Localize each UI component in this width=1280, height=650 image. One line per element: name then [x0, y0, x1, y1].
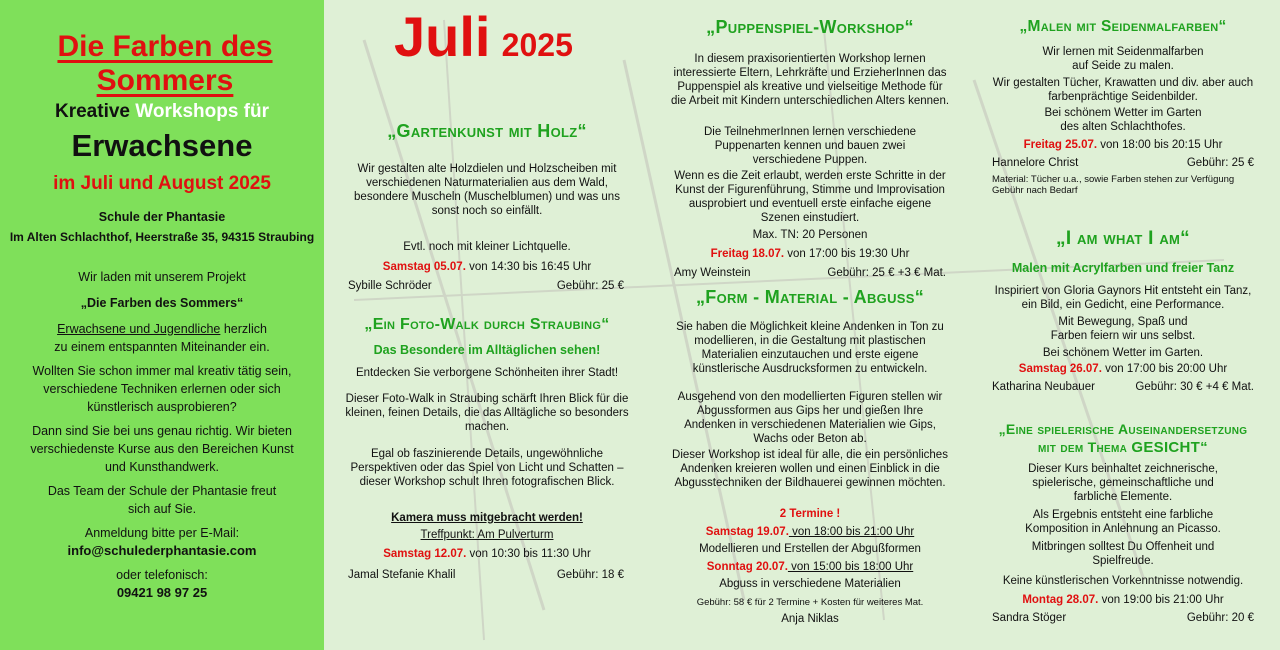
workshop-3-date: [670, 247, 950, 261]
workshop-4-termine: 2 Termine !: [779, 508, 841, 520]
workshop-2-date: [344, 547, 630, 561]
schule-name: Schule der Phantasie: [98, 210, 226, 224]
workshop-5-text: Wir gestalten Tücher, Krawatten und div. aber auch farbenprächtige Seidenbilder.: [992, 77, 1254, 103]
workshop-3-text: Die TeilnehmerInnen lernen verschiedene Puppenarten kennen und bauen zwei verschiedene Puppen.: [703, 126, 917, 166]
intro-line: herzlich: [220, 322, 267, 336]
workshop-4-text: Dieser Workshop ist ideal für alle, die ein persönliches Andenken kreieren wollen und einen Einblick in die Abgusstechniken der Bildhauerei gewinnen möchten.: [672, 449, 948, 489]
intro-line: zu einem entspannten Miteinander ein.: [54, 340, 270, 354]
date-label: Samstag 19.07.: [705, 526, 789, 538]
workshop-2-footer: [348, 568, 624, 582]
anmeldung-label: Anmeldung bitte per E-Mail:: [84, 526, 240, 540]
workshop-7-text: Mitbringen solltest Du Offenheit und Spielfreude.: [1031, 541, 1215, 567]
workshop-2-meeting-point: Treffpunkt: Am Pulverturm: [420, 529, 554, 541]
headline-text: Die Farben des Sommers: [57, 30, 273, 97]
fee-label: Gebühr: 18 €: [556, 569, 624, 581]
fee-label: Gebühr: 58 € für 2 Termine + Kosten für weiteres Mat.: [696, 597, 924, 608]
fee-label: Gebühr: 20 €: [1186, 612, 1254, 624]
intro: [20, 268, 304, 602]
fee-label: Gebühr: 25 €: [1186, 157, 1254, 169]
date-label: Sonntag 20.07.: [706, 561, 788, 573]
zeitraum: im Juli und August 2025: [53, 173, 271, 194]
headline: [20, 30, 310, 98]
month-name: Juli: [394, 5, 491, 68]
workshop-7-footer: [992, 611, 1254, 625]
person-name: Sybille Schröder: [348, 280, 432, 292]
kreativ-text: Kreative: [55, 101, 130, 122]
left-panel: [0, 0, 324, 650]
title-line: mit dem Thema: [1038, 439, 1128, 455]
workshop-1-title: „Gartenkunst mit Holz“: [387, 121, 587, 141]
date-label: Samstag 05.07.: [382, 261, 466, 273]
workshop-7-text: Keine künstlerischen Vorkenntnisse notwendig.: [1002, 575, 1244, 587]
workshop-4-session-1: Modellieren und Erstellen der Abgußformen: [699, 543, 921, 555]
workshop-6-text: Inspiriert von Gloria Gaynors Hit entsteht ein Tanz, ein Bild, ein Gedicht, eine Performance.: [994, 285, 1252, 311]
fee-label: Gebühr: 25 €: [556, 280, 624, 292]
workshop-2-title: „Ein Foto-Walk durch Straubing“: [364, 316, 610, 333]
workshop-3-title: „Puppenspiel-Workshop“: [706, 17, 914, 37]
date-label: Freitag 25.07.: [1023, 139, 1098, 151]
workshop-4-date-1: [670, 525, 950, 539]
intro-line: Wir laden mit unserem Projekt: [78, 270, 246, 284]
title-line: „Eine spielerische Auseinandersetzung: [998, 421, 1248, 437]
workshop-6-text: Bei schönem Wetter im Garten.: [1042, 347, 1204, 359]
time-label: von 10:30 bis 11:30 Uhr: [466, 548, 591, 560]
email-link[interactable]: info@schulederphantasie.com: [67, 543, 257, 558]
time-label: von 15:00 bis 18:00 Uhr: [787, 561, 914, 573]
workshop-3-max: Max. TN: 20 Personen: [752, 229, 868, 241]
month-header: [394, 5, 634, 68]
zielgruppe: Erwachsene und Jugendliche: [57, 322, 221, 336]
workshop-4-text: Sie haben die Möglichkeit kleine Andenken in Ton zu modellieren, in die Gestaltung mit plastischen Materialien einzutauchen und erste eigene künstlerische Ausdrucksformen zu entwickeln.: [676, 321, 944, 375]
workshop-2-subtitle: Das Besondere im Alltäglichen sehen!: [373, 343, 601, 357]
person-name: Katharina Neubauer: [992, 381, 1095, 393]
project-name: „Die Farben des Sommers“: [80, 296, 244, 310]
workshop-6-text: Mit Bewegung, Spaß und Farben feiern wir uns selbst.: [1050, 316, 1196, 342]
person-name: Jamal Stefanie Khalil: [348, 569, 456, 581]
workshop-5-title: „Malen mit Seidenmalfarben“: [1019, 18, 1227, 35]
workshop-3-text: In diesem praxisorientierten Workshop lernen interessierte Eltern, Lehrkräfte und ErzieherInnen das Puppenspiel als kreative und vielseitige Methode für die Arbeit mit Kindern unterschiedlichen Alters kennen.: [670, 53, 950, 107]
title-line: GESICHT“: [1131, 439, 1208, 456]
workshop-6-title: „I am what I am“: [1056, 228, 1190, 249]
intro-offer: Dann sind Sie bei uns genau richtig. Wir bieten verschiedenste Kurse aus den Bereichen Kunst und Kunsthandwerk.: [30, 424, 294, 474]
time-label: von 18:00 bis 20:15 Uhr: [1097, 139, 1223, 151]
person-name: Amy Weinstein: [674, 267, 751, 279]
workshops-text: Workshops für: [135, 101, 269, 122]
workshop-4-text: Ausgehend von den modellierten Figuren stellen wir Abgussformen aus Gips her und gießen Ihre Andenken in verschiedenen Materialien wie Gips, Wachs oder Beton ab.: [677, 391, 943, 445]
date-label: Samstag 26.07.: [1018, 363, 1102, 375]
person-name: Sandra Stöger: [992, 612, 1067, 624]
person-name: Anja Niklas: [781, 613, 839, 625]
workshop-5-text: Bei schönem Wetter im Garten des alten Schlachthofes.: [1044, 107, 1202, 133]
workshop-4-session-2: Abguss in verschiedene Materialien: [719, 578, 901, 590]
date-label: Samstag 12.07.: [383, 548, 467, 560]
schule-adresse: Im Alten Schlachthof, Heerstraße 35, 94315 Straubing: [9, 230, 315, 244]
workshop-1-footer: [348, 279, 624, 293]
workshop-2-text: Egal ob faszinierende Details, ungewöhnliche Perspektiven oder das Spiel von Licht und Schatten – dieser Workshop schult Ihren fotografischen Blick.: [350, 448, 624, 488]
fee-label: Gebühr: 25 € +3 € Mat.: [827, 267, 946, 279]
workshop-5-text: Wir lernen mit Seidenmalfarben auf Seide zu malen.: [1042, 46, 1204, 72]
workshop-5-footer: [992, 156, 1254, 170]
workshop-7-text: Als Ergebnis entsteht eine farbliche Komposition in Anlehnung an Picasso.: [1025, 509, 1221, 535]
workshop-6-subtitle: Malen mit Acrylfarben und freier Tanz: [1011, 261, 1235, 275]
workshop-6-footer: [992, 380, 1254, 394]
telefon-label: oder telefonisch:: [116, 568, 208, 582]
fee-label: Gebühr: 30 € +4 € Mat.: [1135, 381, 1254, 393]
workshop-6-date: [988, 362, 1258, 376]
workshop-2-note: Kamera muss mitgebracht werden!: [391, 512, 583, 524]
intro-team: Das Team der Schule der Phantasie freut sich auf Sie.: [47, 484, 277, 516]
workshop-5-material: Material: Tücher u.a., sowie Farben stehen zur Verfügung Gebühr nach Bedarf: [992, 174, 1235, 196]
person-name: Hannelore Christ: [992, 157, 1079, 169]
telefon-number: 09421 98 97 25: [116, 585, 208, 600]
month-year: 2025: [501, 27, 573, 63]
time-label: von 19:00 bis 21:00 Uhr: [1098, 594, 1224, 606]
workshop-5-date: [988, 138, 1258, 152]
time-label: von 14:30 bis 16:45 Uhr: [465, 261, 592, 273]
workshop-4-title: „Form - Material - Abguss“: [695, 287, 925, 307]
workshop-7-text: Dieser Kurs beinhaltet zeichnerische, spielerische, gemeinschaftliche und farbliche Elemente.: [1028, 463, 1218, 503]
workshop-7-title: [988, 420, 1258, 457]
subheadline: [0, 100, 324, 124]
date-label: Montag 28.07.: [1022, 594, 1099, 606]
workshop-1-text: Wir gestalten alte Holzdielen und Holzscheiben mit verschiedenen Naturmaterialien aus dem Wald, besondere Muscheln (Muschelblumen) und was uns sonst noch so einfällt.: [354, 163, 620, 217]
workshop-1-date: [344, 260, 630, 274]
workshop-3-footer: [674, 266, 946, 280]
time-label: von 17:00 bis 20:00 Uhr: [1101, 363, 1228, 375]
workshop-2-text: Dieser Foto-Walk in Straubing schärft Ihren Blick für die kleinen, feinen Details, die das Alltägliche so besonders machen.: [345, 393, 629, 433]
workshop-4-date-2: [670, 560, 950, 574]
workshop-3-text: Wenn es die Zeit erlaubt, werden erste Schritte in der Kunst der Figurenführung, Stimme und Improvisation ausprobiert und eventuell erste einfache eigene Szenen einstudiert.: [674, 170, 946, 224]
intro-question: Wollten Sie schon immer mal kreativ tätig sein, verschiedene Techniken erlernen oder sich künstlerisch ausprobieren?: [32, 364, 292, 414]
erwachsene-title: Erwachsene: [71, 128, 253, 163]
time-label: von 18:00 bis 21:00 Uhr: [788, 526, 915, 538]
date-label: Freitag 18.07.: [710, 248, 785, 260]
workshop-7-date: [988, 593, 1258, 607]
time-label: von 17:00 bis 19:30 Uhr: [784, 248, 910, 260]
workshop-2-text: Entdecken Sie verborgene Schönheiten ihrer Stadt!: [355, 367, 619, 379]
workshop-1-extra: Evtl. noch mit kleiner Lichtquelle.: [403, 241, 571, 253]
